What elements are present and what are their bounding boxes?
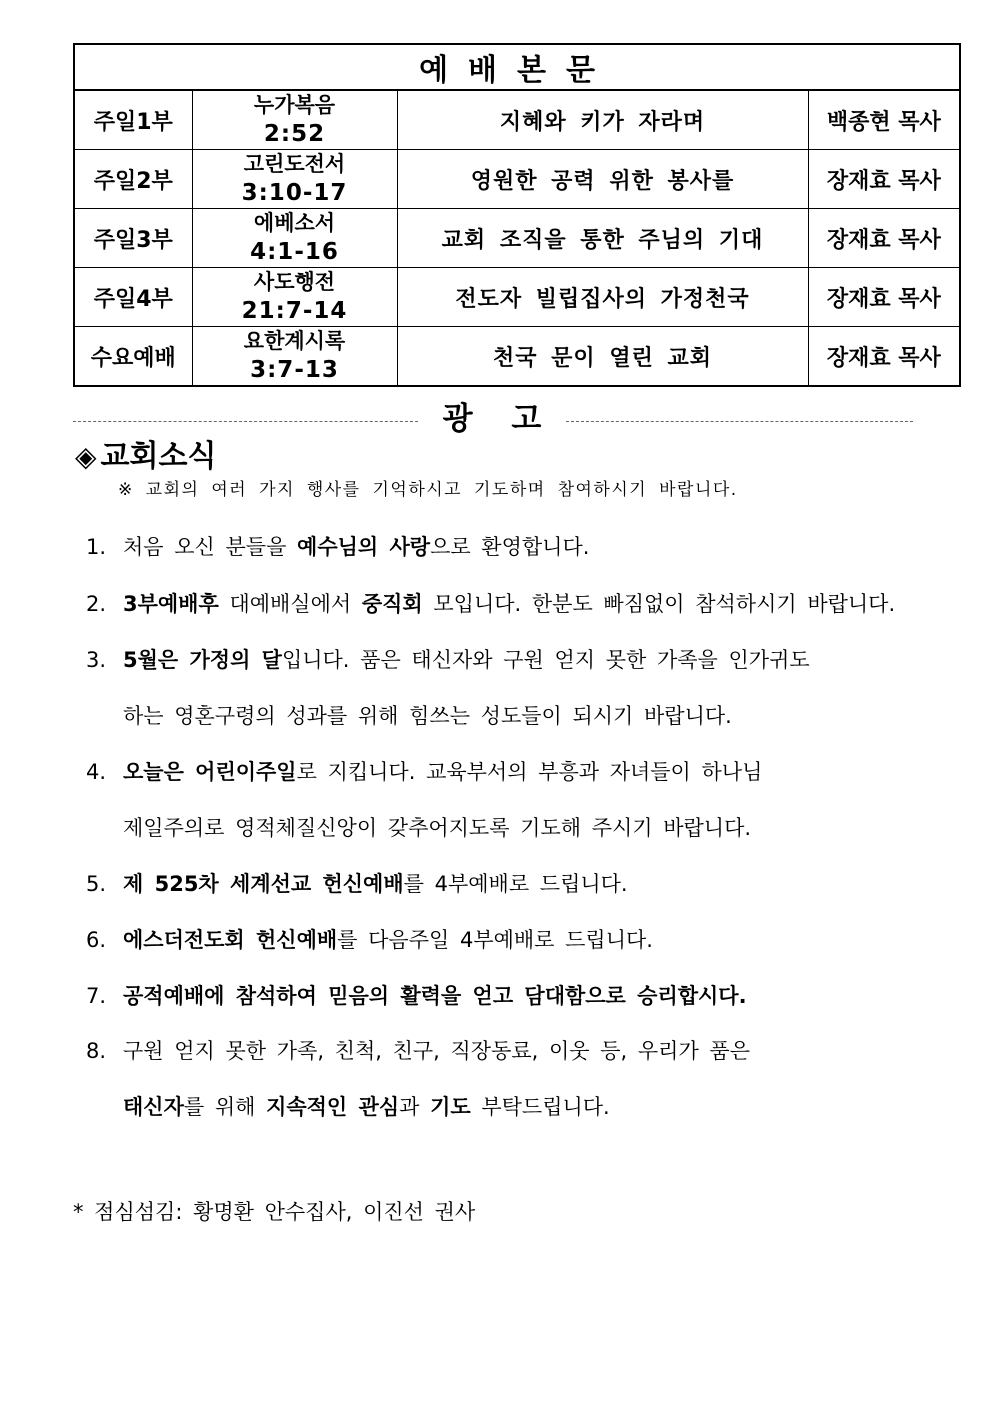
service-name: 주일1부 [74, 90, 192, 150]
sermon-title: 지혜와 키가 자라며 [397, 90, 808, 150]
announcement-item [86, 646, 810, 674]
scripture-book: 에베소서 [253, 211, 336, 235]
scripture-verse: 3:10-17 [241, 180, 348, 206]
announcement-text: 태신자 [123, 1095, 184, 1119]
announcement-text: 를 4부예배로 드립니다. [403, 872, 628, 896]
announcement-text: 에스더전도회 헌신예배 [123, 928, 338, 952]
announcement-text: 중직회 [361, 592, 423, 616]
announcement-number: 2. [86, 592, 107, 616]
worship-row [74, 150, 960, 209]
sermon-title: 영원한 공력 위한 봉사를 [397, 150, 808, 209]
announcement-text: 예수님의 사랑 [297, 535, 431, 559]
worship-row [74, 268, 960, 327]
announcement-item [86, 1037, 750, 1065]
announcement-text: 공적예배에 참석하여 믿음의 활력을 얻고 담대함으로 승리합시다. [123, 984, 747, 1008]
announcement-item [86, 590, 895, 618]
announcement-number: 8. [86, 1039, 107, 1063]
announcement-text: 입니다. 품은 태신자와 구원 얻지 못한 가족을 인가귀도 [281, 648, 810, 672]
announcement-text: 부탁드립니다. [470, 1095, 610, 1119]
scripture-verse: 2:52 [263, 121, 326, 147]
announcement-continuation: 하는 영혼구령의 성과를 위해 힘쓰는 성도들이 되시기 바랍니다. [123, 704, 732, 728]
scripture-reference [192, 327, 397, 387]
ads-title: 광 고 [442, 401, 542, 437]
sermon-title: 교회 조직을 통한 주님의 기대 [397, 209, 808, 268]
service-name: 주일3부 [74, 209, 192, 268]
announcement-item [86, 870, 628, 898]
scripture-book: 고린도전서 [243, 152, 346, 176]
worship-row [74, 90, 960, 150]
service-name: 주일4부 [74, 268, 192, 327]
announcement-number: 6. [86, 928, 107, 952]
dashed-line-right [566, 421, 913, 422]
worship-row [74, 209, 960, 268]
scripture-verse: 3:7-13 [250, 357, 339, 383]
announcement-continuation: 제일주의로 영적체질신앙이 갖추어지도록 기도해 주시기 바랍니다. [123, 816, 752, 840]
service-name: 수요예배 [74, 327, 192, 387]
church-news-title: 교회소식 [100, 439, 217, 474]
announcement-item [86, 982, 747, 1010]
announcement-text: 으로 환영합니다. [430, 535, 590, 559]
sermon-title: 전도자 빌립집사의 가정천국 [397, 268, 808, 327]
announcement-number: 4. [86, 760, 107, 784]
scripture-verse: 4:1-16 [250, 239, 339, 265]
lunch-service-note: * 점심섬김: 황명환 안수집사, 이진선 권사 [73, 1200, 476, 1224]
scripture-book: 요한계시록 [243, 329, 346, 353]
scripture-reference [192, 209, 397, 268]
announcement-text: 처음 오신 분들을 [123, 535, 298, 559]
announcement-number: 5. [86, 872, 107, 896]
announcement-item [86, 926, 653, 954]
announcement-text: 모입니다. 한분도 빠짐없이 참석하시기 바랍니다. [422, 592, 896, 616]
scripture-book: 누가복음 [253, 93, 336, 117]
pastor-name: 장재효 목사 [808, 327, 960, 387]
pastor-name: 장재효 목사 [808, 150, 960, 209]
announcement-text: 구원 얻지 못한 가족, 친척, 친구, 직장동료, 이웃 등, 우리가 품은 [123, 1039, 750, 1063]
announcement-text: 대예배실에서 [218, 592, 362, 616]
pastor-name: 장재효 목사 [808, 209, 960, 268]
announcement-text: 오늘은 어린이주일 [123, 760, 297, 784]
announcement-text: 제 525차 세계선교 헌신예배 [123, 872, 404, 896]
diamond-icon: ◈ [75, 440, 97, 473]
announcement-item [86, 533, 589, 561]
announcement-text: 를 다음주일 4부예배로 드립니다. [337, 928, 653, 952]
scripture-reference [192, 268, 397, 327]
sermon-title: 천국 문이 열린 교회 [397, 327, 808, 387]
pastor-name: 백종현 목사 [808, 90, 960, 150]
scripture-verse: 21:7-14 [241, 298, 348, 324]
announcement-text: 지속적인 관심 [266, 1095, 400, 1119]
church-news-heading [75, 438, 216, 476]
announcement-text: 과 [399, 1095, 431, 1119]
service-name: 주일2부 [74, 150, 192, 209]
announcement-text: 기도 [430, 1095, 471, 1119]
scripture-reference [192, 150, 397, 209]
pastor-name: 장재효 목사 [808, 268, 960, 327]
announcement-text: 를 위해 [183, 1095, 267, 1119]
announcement-number: 3. [86, 648, 107, 672]
worship-table [73, 43, 961, 387]
worship-row [74, 327, 960, 387]
announcement-text: 3부예배후 [123, 592, 219, 616]
scripture-book: 사도행전 [253, 270, 336, 294]
announcement-text: 5월은 가정의 달 [123, 648, 282, 672]
announcement-number: 7. [86, 984, 107, 1008]
announcement-text: 로 지킵니다. 교육부서의 부흥과 자녀들이 하나님 [296, 760, 763, 784]
worship-table-title: 예배본문 [74, 44, 960, 90]
announcement-number: 1. [86, 535, 107, 559]
scripture-reference [192, 90, 397, 150]
dashed-line-left [73, 421, 418, 422]
church-news-note: ※ 교회의 여러 가지 행사를 기억하시고 기도하며 참여하시기 바랍니다. [118, 480, 738, 500]
announcement-continuation [123, 1093, 610, 1121]
announcement-item [86, 758, 762, 786]
ads-divider [73, 398, 913, 440]
